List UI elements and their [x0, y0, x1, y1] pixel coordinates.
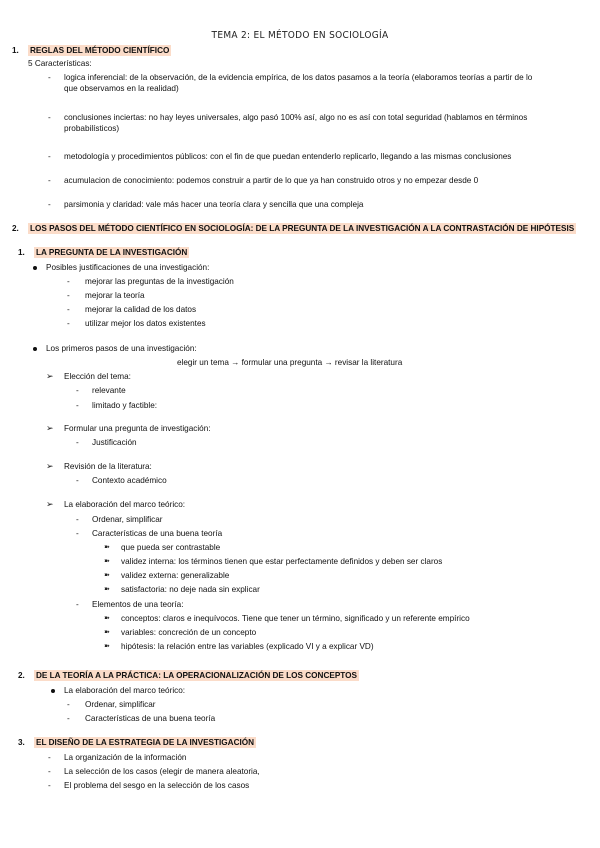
good-theory-heading: Características de una buena teoría: [92, 529, 223, 538]
dash-marker: -: [48, 781, 51, 790]
section-2-heading: LOS PASOS DEL MÉTODO CIENTÍFICO EN SOCIOLOGÍA: DE LA PREGUNTA DE LA INVESTIGACIÓN A LA CONTRASTACIÓN DE HIPÓTESIS: [30, 224, 575, 233]
theory-element-1: conceptos: claros e inequívocos. Tiene que tener un término, significado y un referente empírico: [121, 614, 470, 623]
theory-element-2: variables: concreción de un concepto: [121, 628, 257, 637]
dash-marker: -: [76, 529, 79, 538]
dash-marker: -: [48, 73, 51, 82]
justification-item-2: mejorar la teoría: [85, 291, 145, 300]
section-1-item-2: conclusiones inciertas: no hay leyes universales, algo pasó 100% así, algo no es así con total seguridad (hablamos en términos probabilísticos): [64, 113, 528, 133]
section-1-subtitle: 5 Características:: [28, 59, 92, 68]
bullet-icon: [33, 266, 37, 270]
dash-marker: -: [76, 401, 79, 410]
dash-marker: -: [76, 600, 79, 609]
subsection-1-heading: LA PREGUNTA DE LA INVESTIGACIÓN: [36, 248, 188, 257]
dash-marker: -: [67, 277, 70, 286]
section-1-item-3: metodología y procedimientos públicos: con el fin de que puedan entenderlo replicarlo, llegando a las mismas conclusiones: [64, 152, 512, 161]
subsection-3-item-2: La selección de los casos (elegir de manera aleatoria,: [64, 767, 260, 776]
dash-marker: -: [48, 200, 51, 209]
dash-marker: -: [76, 515, 79, 524]
bullet-icon: [33, 347, 37, 351]
subsection-2-bullet: La elaboración del marco teórico:: [64, 686, 186, 695]
section-1-item-4: acumulacion de conocimiento: podemos construir a partir de lo que ya han construido otros y no empezar desde 0: [64, 176, 479, 185]
good-theory-item-1: que pueda ser contrastable: [121, 543, 221, 552]
subsection-3-number: 3.: [18, 738, 25, 747]
double-arrow-icon: ➽: [104, 629, 109, 636]
arrowhead-icon: ➢: [46, 461, 54, 471]
subsection-2-item-2: Características de una buena teoría: [85, 714, 216, 723]
subsection-3-heading: EL DISEÑO DE LA ESTRATEGIA DE LA INVESTIGACIÓN: [36, 738, 255, 747]
subsection-1-number: 1.: [18, 248, 25, 257]
dash-marker: -: [48, 176, 51, 185]
subsection-2-item-1: Ordenar, simplificar: [85, 700, 156, 709]
dash-marker: -: [48, 753, 51, 762]
section-1-heading: REGLAS DEL MÉTODO CIENTÍFICO: [30, 46, 170, 55]
dash-marker: -: [76, 438, 79, 447]
justification-item-1: mejorar las preguntas de la investigación: [85, 277, 234, 286]
subsection-3-item-1: La organización de la información: [64, 753, 187, 762]
dash-marker: -: [67, 305, 70, 314]
good-theory-item-2: validez interna: los términos tienen que estar perfectamente definidos y deben ser claros: [121, 557, 443, 566]
good-theory-item-3: validez externa: generalizable: [121, 571, 230, 580]
justification-item-4: utilizar mejor los datos existentes: [85, 319, 206, 328]
theory-elements-heading: Elementos de una teoría:: [92, 600, 184, 609]
section-2-number: 2.: [12, 224, 19, 233]
subsection-2-heading: DE LA TEORÍA A LA PRÁCTICA: LA OPERACIONALIZACIÓN DE LOS CONCEPTOS: [36, 671, 357, 680]
section-1-item-5: parsimonia y claridad: vale más hacer una teoría clara y sencilla que una compleja: [64, 200, 364, 209]
topic-choice-item-2: limitado y factible:: [92, 401, 158, 410]
dash-marker: -: [67, 700, 70, 709]
dash-marker: -: [76, 476, 79, 485]
subsection-3-item-3: El problema del sesgo en la selección de los casos: [64, 781, 250, 790]
dash-marker: -: [76, 386, 79, 395]
research-question-heading: Formular una pregunta de investigación:: [64, 424, 211, 433]
arrowhead-icon: ➢: [46, 423, 54, 433]
section-1-number: 1.: [12, 46, 19, 55]
dash-marker: -: [48, 767, 51, 776]
research-question-item-1: Justificación: [92, 438, 137, 447]
topic-choice-heading: Elección del tema:: [64, 372, 131, 381]
dash-marker: -: [67, 319, 70, 328]
dash-marker: -: [67, 291, 70, 300]
dash-marker: -: [67, 714, 70, 723]
framework-order-simplify: Ordenar, simplificar: [92, 515, 163, 524]
double-arrow-icon: ➽: [104, 544, 109, 551]
literature-review-heading: Revisión de la literatura:: [64, 462, 152, 471]
double-arrow-icon: ➽: [104, 572, 109, 579]
dash-marker: -: [48, 152, 51, 161]
arrowhead-icon: ➢: [46, 371, 54, 381]
dash-marker: -: [48, 113, 51, 122]
first-steps-heading: Los primeros pasos de una investigación:: [46, 344, 197, 353]
theoretical-framework-heading: La elaboración del marco teórico:: [64, 500, 186, 509]
double-arrow-icon: ➽: [104, 586, 109, 593]
justifications-heading: Posibles justificaciones de una investigación:: [46, 263, 210, 272]
literature-review-item-1: Contexto académico: [92, 476, 167, 485]
research-flow: elegir un tema → formular una pregunta → revisar la literatura: [177, 358, 403, 367]
section-1-item-1: logica inferencial: de la observación, de la evidencia empírica, de los datos pasamos a la teoría (elaboramos teorías a partir de lo que observamos en la realidad): [64, 73, 533, 93]
justification-item-3: mejorar la calidad de los datos: [85, 305, 197, 314]
theory-element-3: hipótesis: la relación entre las variables (explicado VI y a explicar VD): [121, 642, 374, 651]
document-title: TEMA 2: EL MÉTODO EN SOCIOLOGÍA: [211, 30, 389, 41]
subsection-2-number: 2.: [18, 671, 25, 680]
good-theory-item-4: satisfactoria: no deje nada sin explicar: [121, 585, 260, 594]
topic-choice-item-1: relevante: [92, 386, 126, 395]
double-arrow-icon: ➽: [104, 558, 109, 565]
double-arrow-icon: ➽: [104, 643, 109, 650]
arrowhead-icon: ➢: [46, 499, 54, 509]
bullet-icon: [51, 689, 55, 693]
double-arrow-icon: ➽: [104, 615, 109, 622]
